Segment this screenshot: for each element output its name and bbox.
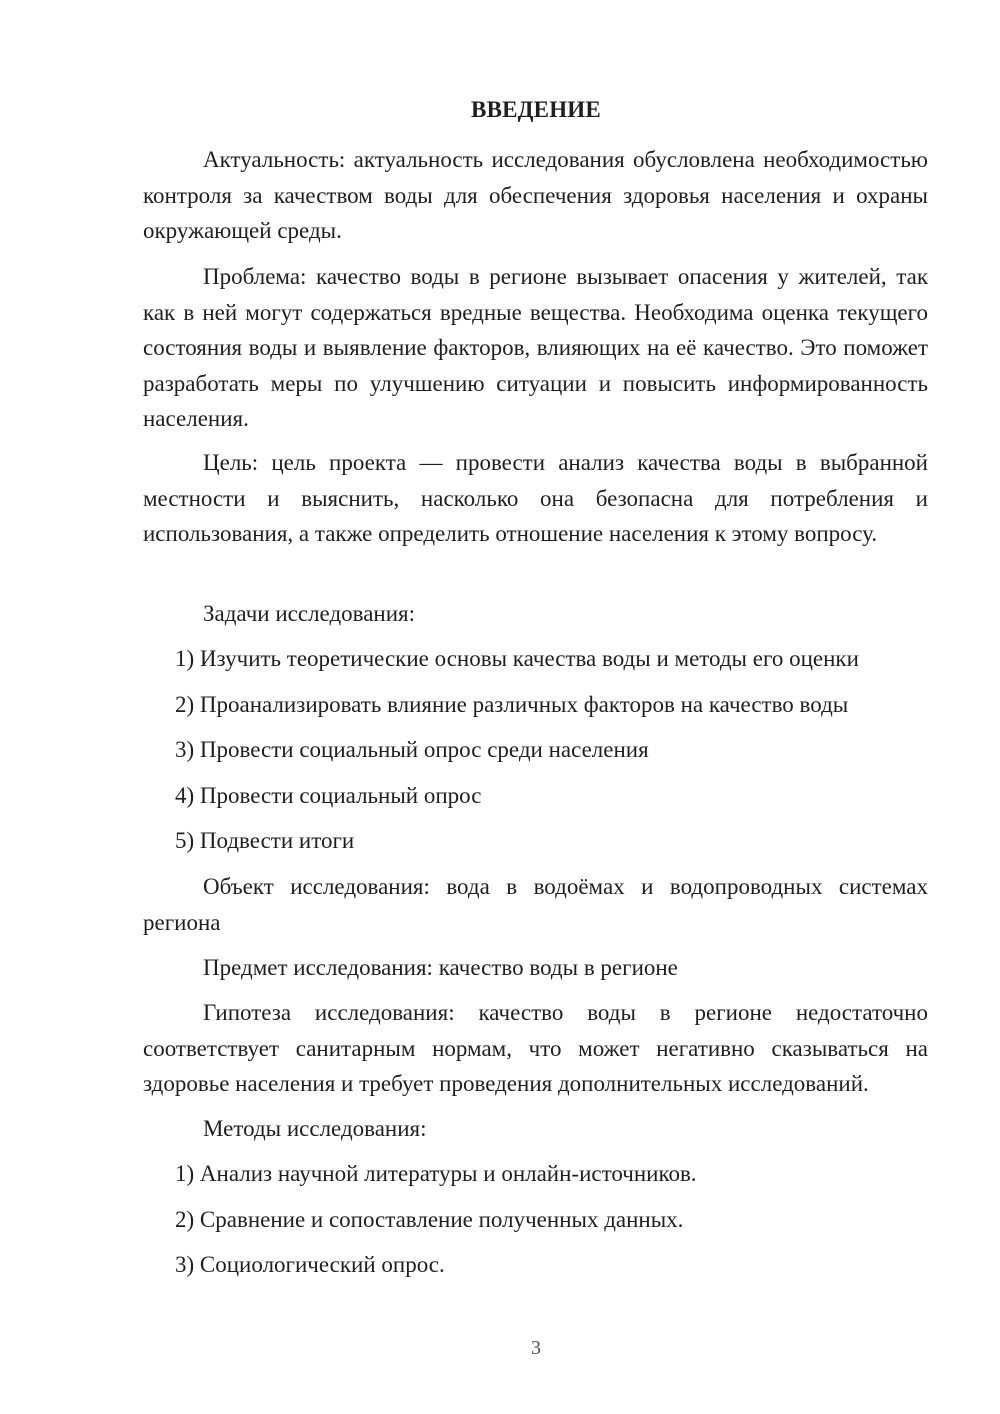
object-paragraph: Объект исследования: вода в водоёмах и водопроводных системах региона [143, 874, 928, 935]
subject-paragraph: Предмет исследования: качество воды в регионе [203, 955, 678, 980]
task-item-2: 2) Проанализировать влияние различных факторов на качество воды [175, 692, 849, 717]
relevance-paragraph: Актуальность: актуальность исследования обусловлена необходимостью контроля за качеством воды для обеспечения здоровья населения и охраны окружающей среды. [143, 147, 928, 243]
goal-paragraph: Цель: цель проекта — провести анализ качества воды в выбранной местности и выяснить, насколько она безопасна для потребления и использования, а также определить отношение населения к этому вопросу. [143, 450, 928, 546]
method-item-1: 1) Анализ научной литературы и онлайн-источников. [175, 1161, 697, 1186]
task-item-5: 5) Подвести итоги [175, 828, 355, 853]
task-item-4: 4) Провести социальный опрос [175, 783, 482, 808]
task-item-1: 1) Изучить теоретические основы качества воды и методы его оценки [175, 646, 859, 671]
methods-heading: Методы исследования: [203, 1116, 427, 1141]
page-title: ВВЕДЕНИЕ [471, 97, 601, 122]
problem-paragraph: Проблема: качество воды в регионе вызывает опасения у жителей, так как в ней могут содержаться вредные вещества. Необходима оценка текущего состояния воды и выявление факторов, влияющих на её качество. Это поможет разработать меры по улучшению ситуации и повысить информированность населения. [143, 264, 928, 431]
method-item-3: 3) Социологический опрос. [175, 1252, 445, 1277]
page-number: 3 [531, 1337, 541, 1359]
method-item-2: 2) Сравнение и сопоставление полученных данных. [175, 1207, 684, 1232]
hypothesis-paragraph: Гипотеза исследования: качество воды в регионе недостаточно соответствует санитарным нормам, что может негативно сказываться на здоровье населения и требует проведения дополнительных исследований. [143, 1000, 928, 1096]
tasks-heading: Задачи исследования: [203, 601, 416, 626]
task-item-3: 3) Провести социальный опрос среди населения [175, 737, 649, 762]
